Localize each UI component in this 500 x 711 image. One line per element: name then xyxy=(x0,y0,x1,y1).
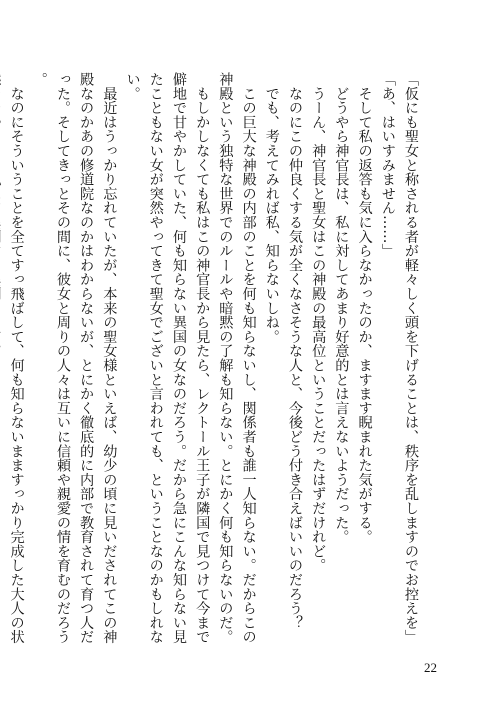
text-line-segment: 神殿という独特な世界でのルールや暗黙の了解も知らない。とにかく何も知らないのだ。 xyxy=(217,72,234,644)
text-line-segment: 僻地で甘やかしていた、何も知らない異国の女なのだろう。だから急にこんな知らない見 xyxy=(170,72,187,644)
text-line-segment: なのにそういうことを全てすっ飛ばして、何も知らないまますっかり完成した大人の状 xyxy=(8,72,25,644)
text-line-segment: この巨大な神殿の内部のことを何も知らないし、関係者も誰一人知らない。だからこの xyxy=(240,72,257,644)
text-line-segment: 。 xyxy=(31,72,48,87)
text-line-segment: った。そしてきっとその間に、彼女と周りの人々は互いに信頼や親愛の情を育むのだろう xyxy=(54,72,71,644)
text-line: でも、考えてみれば私、知らないしね。 xyxy=(263,72,280,344)
text-line-segment: もしかしなくても私はこの神官長から見たら、レクトール王子が隣国で見つけて今まで xyxy=(194,72,211,644)
text-line: なのにこの仲良くする気が全くなさそうな人と、今後どう付き合えばいいのだろう？ xyxy=(286,72,303,630)
text-line-segment: 殿なのかあの修道院なのかはわからないが、とにかく徹底的に内部で教育されて育つ人だ xyxy=(78,72,95,644)
vertical-text-block xyxy=(8,72,422,650)
text-line: どうやら神官長は、私に対してあまり好意的とは言えないようだった。 xyxy=(333,72,350,544)
text-line: 「仮にも聖女と称される者が軽々しく頭を下げることは、秩序を乱しますのでお控えを」 xyxy=(403,72,419,644)
text-line: 「あ、はいすみません……」 xyxy=(379,72,396,258)
text-line: そして私の返答も気に入らなかったのか、ますます睨まれた気がする。 xyxy=(356,72,373,544)
page-number: 22 xyxy=(424,660,437,675)
text-line-segment: 最近はうっかり忘れていたが、本来の聖女様といえば、幼少の頃に見いだされてこの神 xyxy=(101,72,118,644)
text-line-segment: たこともない女が突然やってきて聖女でございと言われても、ということなのかもしれな xyxy=(147,72,164,644)
text-line: うーん、神官長と聖女はこの神殿の最高位ということだったはずだけれど。 xyxy=(310,72,327,573)
text-line-segment: い。 xyxy=(124,72,141,101)
